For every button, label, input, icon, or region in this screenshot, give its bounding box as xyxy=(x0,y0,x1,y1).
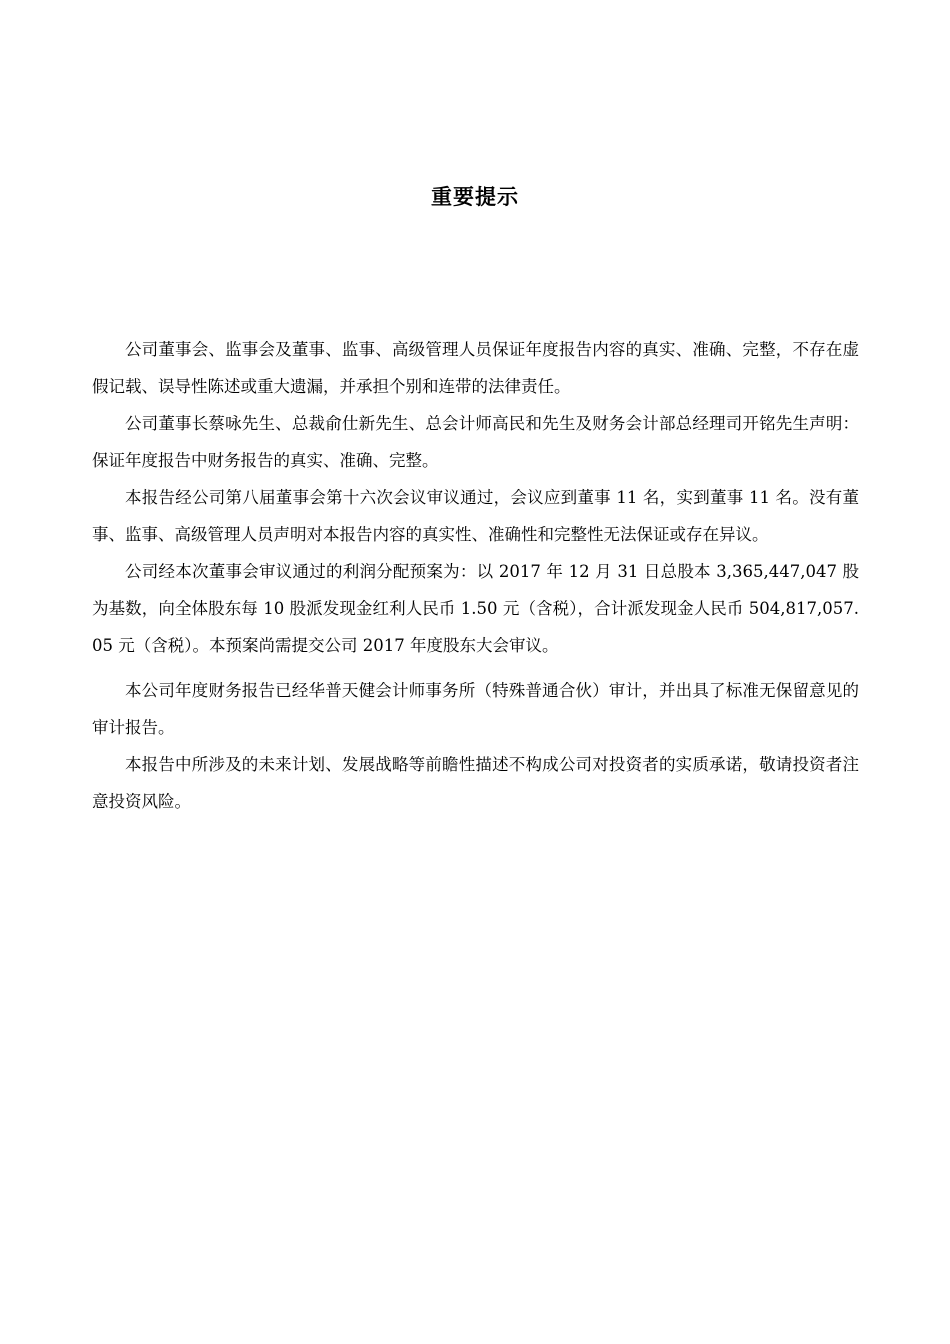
paragraph-forward-looking-disclaimer: 本报告中所涉及的未来计划、发展战略等前瞻性描述不构成公司对投资者的实质承诺，敬请投资者注意投资风险。 xyxy=(92,755,859,811)
notice-body xyxy=(92,331,859,820)
paragraph-audit-opinion: 本公司年度财务报告已经华普天健会计师事务所（特殊普通合伙）审计，并出具了标准无保留意见的审计报告。 xyxy=(92,681,859,737)
paragraph-executive-statement: 公司董事长蔡咏先生、总裁俞仕新先生、总会计师高民和先生及财务会计部总经理司开铭先生声明：保证年度报告中财务报告的真实、准确、完整。 xyxy=(92,414,859,470)
paragraph-profit-distribution: 公司经本次董事会审议通过的利润分配预案为：以 2017 年 12 月 31 日总股本 3,365,447,047 股为基数，向全体股东每 10 股派发现金红利人民币 1.50 元（含税），合计派发现金人民币 504,817,057.05 元（含税）。本预案尚需提交公司 2017 年度股东大会审议。 xyxy=(92,562,859,655)
paragraph-board-approval: 本报告经公司第八届董事会第十六次会议审议通过，会议应到董事 11 名，实到董事 11 名。没有董事、监事、高级管理人员声明对本报告内容的真实性、准确性和完整性无法保证或存在异议。 xyxy=(92,488,859,544)
paragraph-responsibility: 公司董事会、监事会及董事、监事、高级管理人员保证年度报告内容的真实、准确、完整，不存在虚假记载、误导性陈述或重大遗漏，并承担个别和连带的法律责任。 xyxy=(92,340,859,396)
page-title: 重要提示 xyxy=(431,185,519,209)
